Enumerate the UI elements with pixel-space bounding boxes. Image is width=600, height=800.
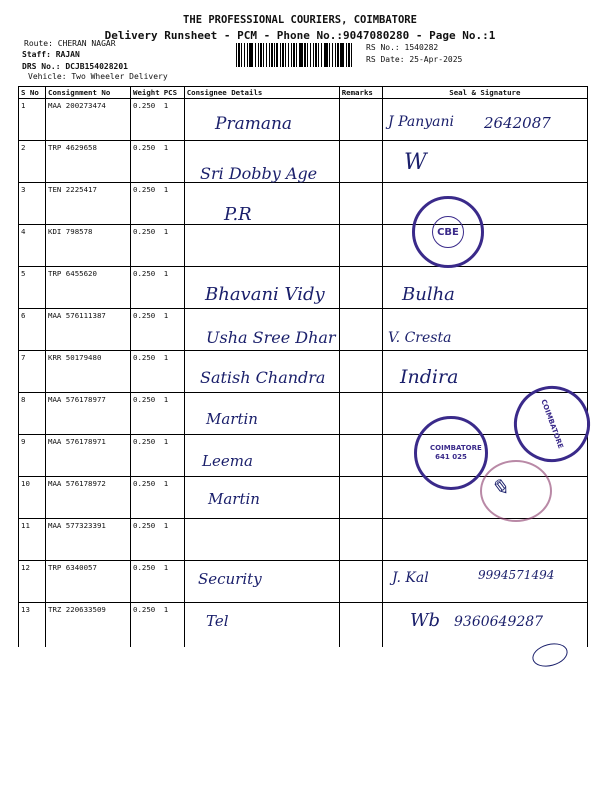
row-pcs: 1 <box>162 603 185 648</box>
row-weight: 0.250 <box>131 477 162 519</box>
row-sno: 13 <box>19 603 46 648</box>
handwritten-consignee-5: Bhavani Vidy <box>205 284 325 305</box>
row-remarks <box>339 267 382 309</box>
row-sno: 10 <box>19 477 46 519</box>
row-remarks <box>339 561 382 603</box>
row-sno: 3 <box>19 183 46 225</box>
row-sno: 2 <box>19 141 46 183</box>
row-consignment-no: TRP 4629658 <box>46 141 131 183</box>
row-consignee-details <box>184 225 339 267</box>
row-remarks <box>339 183 382 225</box>
row-pcs: 1 <box>162 561 185 603</box>
barcode <box>236 43 354 67</box>
row-remarks <box>339 351 382 393</box>
row-sno: 6 <box>19 309 46 351</box>
row-sno: 7 <box>19 351 46 393</box>
row-weight: 0.250 <box>131 603 162 648</box>
vehicle-label: Vehicle: Two Wheeler Delivery <box>28 72 168 81</box>
row-pcs: 1 <box>162 99 185 141</box>
table-row <box>19 225 588 267</box>
handwritten-consignee-6: Usha Sree Dhar <box>206 328 336 347</box>
row-pcs: 1 <box>162 351 185 393</box>
header-consignee: Consignee Details <box>184 87 339 99</box>
signature-7: Indira <box>400 366 459 388</box>
row-consignee-details <box>184 183 339 225</box>
header-weight: Weight <box>131 87 162 99</box>
row-pcs: 1 <box>162 477 185 519</box>
seal-stamp-coimbatore-2: COIMBATORE <box>503 375 600 472</box>
row-consignment-no: MAA 576178972 <box>46 477 131 519</box>
seal-stamp-coimbatore-1: COIMBATORE 641 025 <box>414 416 488 490</box>
row-pcs: 1 <box>162 141 185 183</box>
table-row <box>19 393 588 435</box>
row-remarks <box>339 225 382 267</box>
row-consignment-no: KRR 50179480 <box>46 351 131 393</box>
handwritten-consignee-1: Pramana <box>215 114 293 134</box>
row-weight: 0.250 <box>131 519 162 561</box>
row-consignment-no: TRZ 220633509 <box>46 603 131 648</box>
signature-13-phone: 9360649287 <box>454 614 544 630</box>
rs-date: RS Date: 25-Apr-2025 <box>366 55 463 64</box>
handwritten-consignee-10: Martin <box>208 490 260 508</box>
row-remarks <box>339 99 382 141</box>
signature-12-phone: 9994571494 <box>478 568 555 582</box>
row-pcs: 1 <box>162 435 185 477</box>
signature-6: V. Cresta <box>388 330 452 346</box>
row-sno: 4 <box>19 225 46 267</box>
handwritten-consignee-13: Tel <box>206 612 229 630</box>
header-consignment: Consignment No <box>46 87 131 99</box>
row-consignment-no: MAA 200273474 <box>46 99 131 141</box>
row-remarks <box>339 519 382 561</box>
row-weight: 0.250 <box>131 183 162 225</box>
row-pcs: 1 <box>162 393 185 435</box>
row-sno: 1 <box>19 99 46 141</box>
row-sno: 9 <box>19 435 46 477</box>
signature-10: ✎ <box>490 476 509 501</box>
seal-stamp-cbe: CBE <box>412 196 484 268</box>
row-weight: 0.250 <box>131 225 162 267</box>
row-remarks <box>339 435 382 477</box>
row-weight: 0.250 <box>131 267 162 309</box>
row-seal-signature <box>382 183 587 225</box>
row-pcs: 1 <box>162 183 185 225</box>
row-remarks <box>339 309 382 351</box>
row-consignment-no: MAA 576178971 <box>46 435 131 477</box>
row-consignment-no: MAA 576178977 <box>46 393 131 435</box>
row-weight: 0.250 <box>131 435 162 477</box>
row-weight: 0.250 <box>131 561 162 603</box>
row-sno: 11 <box>19 519 46 561</box>
handwritten-consignee-8: Martin <box>206 410 258 428</box>
document-title: THE PROFESSIONAL COURIERS, COIMBATORE <box>183 14 417 26</box>
row-remarks <box>339 393 382 435</box>
signature-1: J Panyani <box>388 114 454 130</box>
header-remarks: Remarks <box>339 87 382 99</box>
row-weight: 0.250 <box>131 309 162 351</box>
row-sno: 5 <box>19 267 46 309</box>
staff-label: Staff: RAJAN <box>22 50 80 59</box>
drs-number: DRS No.: DCJB154028201 <box>22 62 128 71</box>
row-weight: 0.250 <box>131 351 162 393</box>
row-seal-signature <box>382 519 587 561</box>
document-subtitle: Delivery Runsheet - PCM - Phone No.:9047080280 - Page No.:1 <box>104 29 496 42</box>
handwritten-consignee-12: Security <box>198 570 262 588</box>
row-pcs: 1 <box>162 225 185 267</box>
row-sno: 12 <box>19 561 46 603</box>
row-remarks <box>339 141 382 183</box>
signature-1-phone: 2642087 <box>484 114 551 132</box>
rs-number: RS No.: 1540282 <box>366 43 439 52</box>
row-consignment-no: TRP 6455620 <box>46 267 131 309</box>
handwritten-consignee-2: Sri Dobby Age <box>200 164 318 183</box>
route-label: Route: CHERAN NAGAR <box>24 39 116 48</box>
signature-12: J. Kal <box>392 570 429 586</box>
header-sno: S No <box>19 87 46 99</box>
table-header-row <box>19 87 588 99</box>
row-consignment-no: TEN 2225417 <box>46 183 131 225</box>
row-pcs: 1 <box>162 267 185 309</box>
row-consignment-no: MAA 577323391 <box>46 519 131 561</box>
row-sno: 8 <box>19 393 46 435</box>
row-weight: 0.250 <box>131 99 162 141</box>
row-pcs: 1 <box>162 309 185 351</box>
handwritten-consignee-7: Satish Chandra <box>200 368 326 387</box>
row-consignment-no: MAA 576111387 <box>46 309 131 351</box>
row-consignment-no: TRP 6340057 <box>46 561 131 603</box>
row-consignment-no: KDI 798578 <box>46 225 131 267</box>
signature-13: Wb <box>410 610 441 631</box>
row-remarks <box>339 477 382 519</box>
row-pcs: 1 <box>162 519 185 561</box>
header-seal: Seal & Signature <box>382 87 587 99</box>
table-row <box>19 519 588 561</box>
signature-2: W <box>404 150 427 175</box>
row-weight: 0.250 <box>131 393 162 435</box>
row-weight: 0.250 <box>131 141 162 183</box>
handwritten-consignee-3: P.R <box>224 204 252 225</box>
handwritten-consignee-9: Leema <box>202 452 253 470</box>
header-pcs: PCS <box>162 87 185 99</box>
signature-5: Bulha <box>402 284 455 305</box>
row-consignee-details <box>184 519 339 561</box>
table-row <box>19 183 588 225</box>
row-remarks <box>339 603 382 648</box>
